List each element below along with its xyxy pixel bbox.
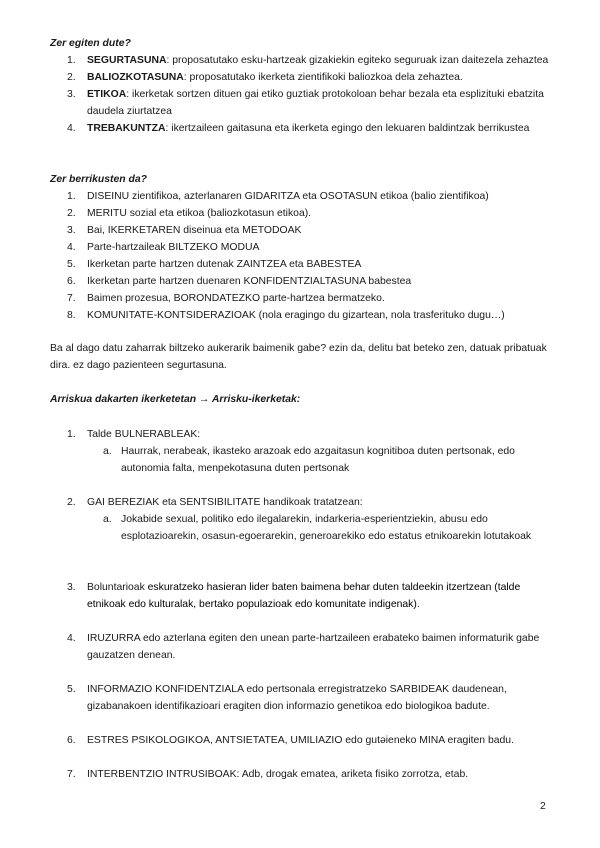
list-number: 5. [67, 684, 76, 695]
item-text: KOMUNITATE-KONTSIDERAZIOAK (nola eragingo du gizartean, nola trasferituko dugu…) [87, 310, 505, 321]
item-text-end: . [416, 599, 420, 610]
section2-heading: Zer berrikusten da? [50, 174, 148, 185]
list-item [50, 188, 560, 205]
section1-list [50, 52, 560, 137]
section2-list [50, 188, 560, 324]
list-number: 6. [67, 276, 76, 287]
risk-item [50, 630, 550, 664]
risk-item [50, 494, 550, 545]
list-number: 5. [67, 259, 76, 270]
list-item [50, 52, 560, 69]
item-text: GAI BEREZIAK eta SENTSIBILITATE handikoak tratatzean: [87, 497, 363, 508]
risk-item [50, 766, 550, 783]
sub-text: Haurrak, nerabeak, ikasteko arazoak edo azgaitasun kognitiboa duten pertsonak, edo autonomia falta, menpekotasuna duten pertsonak [121, 446, 515, 474]
list-number: 1. [67, 191, 76, 202]
list-item [50, 86, 560, 120]
section1-heading: Zer egiten dute? [50, 38, 131, 49]
list-item [50, 239, 560, 256]
risk-item [50, 732, 550, 749]
item-text: Bai, IKERKETAREN diseinua eta METODOAK [87, 225, 302, 236]
sub-label: a. [103, 446, 112, 457]
body-paragraph: Ba al dago datu zaharrak biltzeko aukerarik baimenik gabe? ezin da, delitu bat beteko zen, datuak pribatuak dira. ez dago pazienteen segurtasuna. [50, 343, 547, 371]
item-text-emphasis: eskuratzeko hasieran lider baten baimena behar duten taldeekin itzertzean (talde etnikoak edo kulturalak, bertako populazioak edo komunitate indigenak) [87, 582, 521, 610]
section3-heading: Arriskua dakarten ikerketetan → Arrisku-ikerketak: [50, 394, 301, 405]
list-number: 2. [67, 72, 76, 83]
item-text: : ikertzaileen gaitasuna eta ikerketa egingo den lekuaren baldintzak berrikustea [165, 123, 530, 134]
list-number: 4. [67, 123, 76, 134]
item-text: MERITU sozial eta etikoa (baliozkotasun etikoa). [87, 208, 312, 219]
item-text: INTERBENTZIO INTRUSIBOAK: Adb, drogak ematea, ariketa fisiko zorrotza, etab. [87, 769, 469, 780]
risk-item [50, 681, 550, 715]
risk-item [50, 579, 550, 613]
list-item [50, 290, 560, 307]
list-number: 2. [67, 497, 76, 508]
list-item [50, 205, 560, 222]
list-number: 2. [67, 208, 76, 219]
list-item [50, 307, 560, 324]
item-text: DISEINU zientifikoa, azterlanaren GIDARITZA eta OSOTASUN etikoa (balio zientifikoa) [87, 191, 489, 202]
list-number: 7. [67, 293, 76, 304]
item-text: IRUZURRA edo azterlana egiten den unean parte-hartzaileen erabateko baimen informaturik gabe gauzatzen denean. [87, 633, 540, 661]
item-text: Talde BULNERABLEAK: [87, 429, 201, 440]
list-number: 8. [67, 310, 76, 321]
item-text: Ikerketan parte hartzen duenaren KONFIDENTZIALTASUNA babestea [87, 276, 412, 287]
item-keyword: SEGURTASUNA [87, 55, 167, 66]
item-text: INFORMAZIO KONFIDENTZIALA edo pertsonala erregistratzeko SARBIDEAK daudenean, gizabanakoen identifikazioari eragiten dion informazio genetikoa edo biologikoa badute. [87, 684, 507, 712]
list-number: 3. [67, 89, 76, 100]
list-number: 1. [67, 55, 76, 66]
list-number: 4. [67, 242, 76, 253]
list-item [50, 222, 560, 239]
list-item [50, 120, 560, 137]
item-text: ESTRES PSIKOLOGIKOA, ANTSIETATEA, UMILIAZIO edo gutǝieneko MINA eragiten badu. [87, 735, 514, 746]
item-text: Parte-hartzaileak BILTZEKO MODUA [87, 242, 260, 253]
sub-label: a. [103, 514, 112, 525]
list-item [50, 256, 560, 273]
list-item [50, 69, 560, 86]
risk-item [50, 426, 550, 477]
sub-item [103, 511, 550, 545]
item-keyword: BALIOZKOTASUNA [87, 72, 184, 83]
item-keyword: TREBAKUNTZA [87, 123, 166, 134]
item-text: Baimen prozesua, BORONDATEZKO parte-hartzea bermatzeko. [87, 293, 385, 304]
list-number: 3. [67, 582, 76, 593]
list-number: 3. [67, 225, 76, 236]
item-text: Boluntarioak [87, 582, 148, 593]
item-keyword: ETIKOA [87, 89, 127, 100]
page-number: 2 [540, 801, 546, 812]
item-text: Ikerketan parte hartzen dutenak ZAINTZEA eta BABESTEA [87, 259, 362, 270]
list-number: 4. [67, 633, 76, 644]
list-number: 6. [67, 735, 76, 746]
list-item [50, 273, 560, 290]
list-number: 7. [67, 769, 76, 780]
sub-text: Jokabide sexual, politiko edo ilegalarekin, indarkeria-esperientziekin, abusu edo esplotazioarekin, osasun-egoerarekin, generoarekiko edo estatus etnikoarekin lotutakoak [121, 514, 532, 542]
item-text: : proposatutako esku-hartzeak gizakiekin egiteko seguruak izan daitezela zehaztea [166, 55, 549, 66]
item-text: : proposatutako ikerketa zientifikoki baliozkoa dela zehaztea. [183, 72, 463, 83]
sub-item [103, 443, 550, 477]
list-number: 1. [67, 429, 76, 440]
item-text: : ikerketak sortzen dituen gai etiko guztiak protokoloan behar bezala eta esplizituki ebatzita daudela ziurtatzea [87, 89, 544, 117]
